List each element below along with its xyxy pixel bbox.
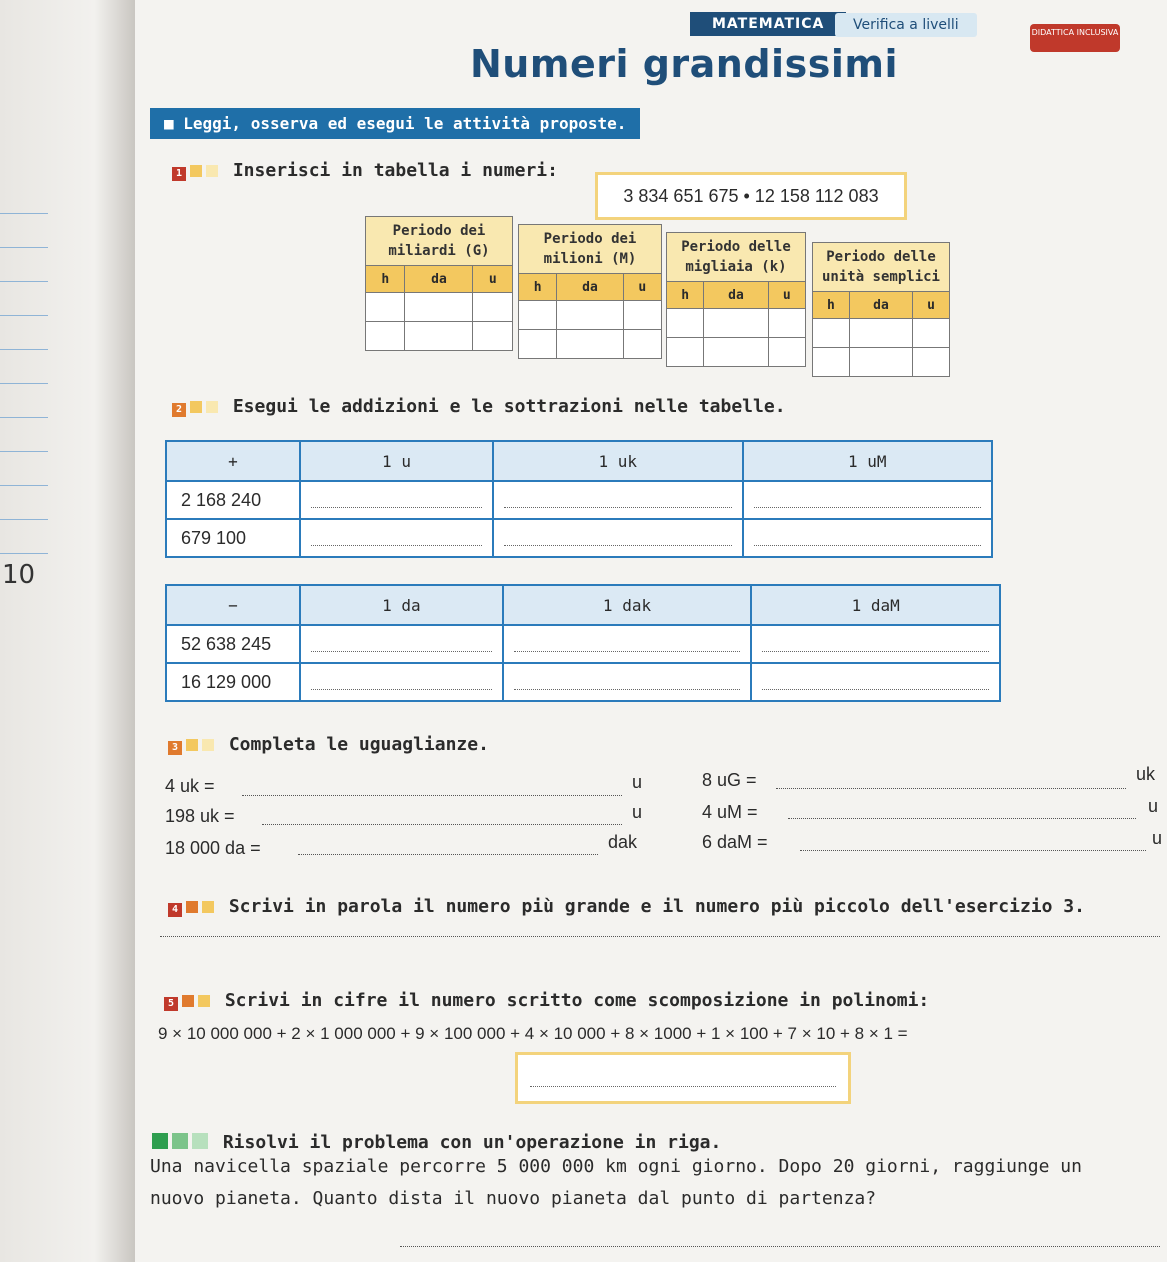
answer-cell[interactable] xyxy=(743,519,993,557)
answer-cell[interactable] xyxy=(743,481,993,519)
col-da: da xyxy=(557,274,623,301)
period-header: Periodo dei milioni (M) xyxy=(519,225,662,274)
answer-line[interactable] xyxy=(400,1246,1160,1247)
level-square-icon xyxy=(186,739,198,751)
exercise-number: 4 xyxy=(168,903,182,917)
col-h: h xyxy=(813,292,850,319)
equation: 4 uk = xyxy=(165,776,215,796)
level-square-icon xyxy=(192,1133,208,1149)
cell[interactable] xyxy=(519,301,557,330)
period-header: Periodo delle unità semplici xyxy=(813,243,950,292)
period-table-u xyxy=(812,242,950,377)
level-square-icon xyxy=(186,901,198,913)
col-h: h xyxy=(519,274,557,301)
cell[interactable] xyxy=(557,301,623,330)
subject-label: MATEMATICA xyxy=(690,12,846,36)
exercise-text: Inserisci in tabella i numeri: xyxy=(232,160,558,181)
cell[interactable] xyxy=(667,338,704,367)
cell[interactable] xyxy=(849,348,912,377)
col-header: 1 daM xyxy=(751,585,1000,625)
answer-cell[interactable] xyxy=(300,625,503,663)
col-u: u xyxy=(623,274,661,301)
unit: u xyxy=(632,802,643,822)
unit: u xyxy=(632,772,643,792)
exercise-text: Scrivi in cifre il numero scritto come scomposizione in polinomi: xyxy=(224,990,930,1011)
row-number: 2 168 240 xyxy=(166,481,300,519)
level-square-icon xyxy=(206,401,218,413)
col-header: 1 uM xyxy=(743,441,993,481)
row-number: 679 100 xyxy=(166,519,300,557)
level-square-icon xyxy=(172,1133,188,1149)
answer-line[interactable] xyxy=(776,788,1126,789)
equation: 198 uk = xyxy=(165,806,235,826)
exercise-2-title xyxy=(172,396,786,417)
numbers-box: 3 834 651 675 • 12 158 112 083 xyxy=(595,172,907,220)
answer-line[interactable] xyxy=(298,854,598,855)
answer-cell[interactable] xyxy=(300,481,493,519)
answer-cell[interactable] xyxy=(503,663,752,701)
equation: 8 uG = xyxy=(702,770,757,790)
exercise-4-title xyxy=(168,896,1085,917)
exercise-1-title xyxy=(172,160,558,181)
answer-line[interactable] xyxy=(262,824,622,825)
exercise-number: 5 xyxy=(164,997,178,1011)
exercise-text: Esegui le addizioni e le sottrazioni nelle tabelle. xyxy=(232,396,786,417)
unit: u xyxy=(1148,796,1159,816)
row-number: 52 638 245 xyxy=(166,625,300,663)
cell[interactable] xyxy=(704,309,768,338)
answer-line[interactable] xyxy=(242,795,622,796)
answer-line[interactable] xyxy=(160,936,1160,937)
subtract-op-icon: − xyxy=(166,585,300,625)
exercise-3-title xyxy=(168,734,489,755)
cell[interactable] xyxy=(473,322,513,351)
answer-cell[interactable] xyxy=(493,481,742,519)
level-square-icon xyxy=(182,995,194,1007)
level-tag: Verifica a livelli xyxy=(835,13,977,37)
polynomial-expression: 9 × 10 000 000 + 2 × 1 000 000 + 9 × 100 000 + 4 × 10 000 + 8 × 1000 + 1 × 100 + 7 × 10 + 8 × 1 = xyxy=(158,1024,908,1043)
cell[interactable] xyxy=(366,322,405,351)
level-square-icon xyxy=(190,165,202,177)
cell[interactable] xyxy=(623,301,661,330)
answer-line[interactable] xyxy=(788,818,1136,819)
level-square-icon xyxy=(198,995,210,1007)
answer-cell[interactable] xyxy=(493,519,742,557)
cell[interactable] xyxy=(768,309,805,338)
col-header: 1 u xyxy=(300,441,493,481)
cell[interactable] xyxy=(623,330,661,359)
cell[interactable] xyxy=(849,319,912,348)
equation: 4 uM = xyxy=(702,802,758,822)
inclusive-logo: DIDATTICA INCLUSIVA xyxy=(1030,24,1120,52)
answer-cell[interactable] xyxy=(751,625,1000,663)
level-square-icon xyxy=(152,1133,168,1149)
unit: dak xyxy=(608,832,638,852)
exercise-number: 3 xyxy=(168,741,182,755)
problem-text: nuovo pianeta. Quanto dista il nuovo pianeta dal punto di partenza? xyxy=(150,1188,877,1209)
operation-table-add xyxy=(165,440,993,558)
period-table-G xyxy=(365,216,513,351)
exercise-number: 1 xyxy=(172,167,186,181)
answer-cell[interactable] xyxy=(751,663,1000,701)
cell[interactable] xyxy=(473,293,513,322)
exercise-6-title xyxy=(152,1132,721,1153)
cell[interactable] xyxy=(704,338,768,367)
col-da: da xyxy=(704,282,768,309)
cell[interactable] xyxy=(667,309,704,338)
left-page-number: 10 xyxy=(2,560,36,590)
level-square-icon xyxy=(206,165,218,177)
problem-text: Una navicella spaziale percorre 5 000 000 km ogni giorno. Dopo 20 giorni, raggiunge un xyxy=(150,1156,1082,1177)
period-table-k xyxy=(666,232,806,367)
level-square-icon xyxy=(202,739,214,751)
intro-banner: ■ Leggi, osserva ed esegui le attività proposte. xyxy=(150,108,640,139)
answer-cell[interactable] xyxy=(300,663,503,701)
col-u: u xyxy=(913,292,950,319)
cell[interactable] xyxy=(813,319,850,348)
answer-line[interactable] xyxy=(800,850,1146,851)
equation: 6 daM = xyxy=(702,832,768,852)
exercise-text: Completa le uguaglianze. xyxy=(228,734,489,755)
col-h: h xyxy=(366,266,405,293)
cell[interactable] xyxy=(768,338,805,367)
intro-text: Leggi, osserva ed esegui le attività proposte. xyxy=(183,114,627,133)
cell[interactable] xyxy=(557,330,623,359)
col-header: 1 da xyxy=(300,585,503,625)
col-header: 1 dak xyxy=(503,585,752,625)
cell[interactable] xyxy=(913,319,950,348)
cell[interactable] xyxy=(405,293,473,322)
exercise-text: Scrivi in parola il numero più grande e il numero più piccolo dell'esercizio 3. xyxy=(228,896,1085,917)
col-u: u xyxy=(768,282,805,309)
exercise-number: 2 xyxy=(172,403,186,417)
exercise-5-title xyxy=(164,990,929,1011)
cell[interactable] xyxy=(813,348,850,377)
period-header: Periodo delle migliaia (k) xyxy=(667,233,806,282)
cell[interactable] xyxy=(405,322,473,351)
cell[interactable] xyxy=(519,330,557,359)
row-number: 16 129 000 xyxy=(166,663,300,701)
cell[interactable] xyxy=(913,348,950,377)
add-op-icon: + xyxy=(166,441,300,481)
col-h: h xyxy=(667,282,704,309)
level-square-icon xyxy=(202,901,214,913)
answer-cell[interactable] xyxy=(300,519,493,557)
unit: uk xyxy=(1136,764,1156,784)
unit: u xyxy=(1152,828,1163,848)
col-header: 1 uk xyxy=(493,441,742,481)
period-header: Periodo dei miliardi (G) xyxy=(366,217,513,266)
period-table-M xyxy=(518,224,662,359)
exercise-text: Risolvi il problema con un'operazione in riga. xyxy=(222,1132,722,1153)
level-square-icon xyxy=(190,401,202,413)
col-da: da xyxy=(405,266,473,293)
cell[interactable] xyxy=(366,293,405,322)
page-title: Numeri grandissimi xyxy=(470,42,898,86)
answer-box[interactable] xyxy=(515,1052,851,1104)
col-u: u xyxy=(473,266,513,293)
col-da: da xyxy=(849,292,912,319)
equation: 18 000 da = xyxy=(165,838,261,858)
answer-cell[interactable] xyxy=(503,625,752,663)
operation-table-sub xyxy=(165,584,1001,702)
left-page xyxy=(0,0,135,1262)
